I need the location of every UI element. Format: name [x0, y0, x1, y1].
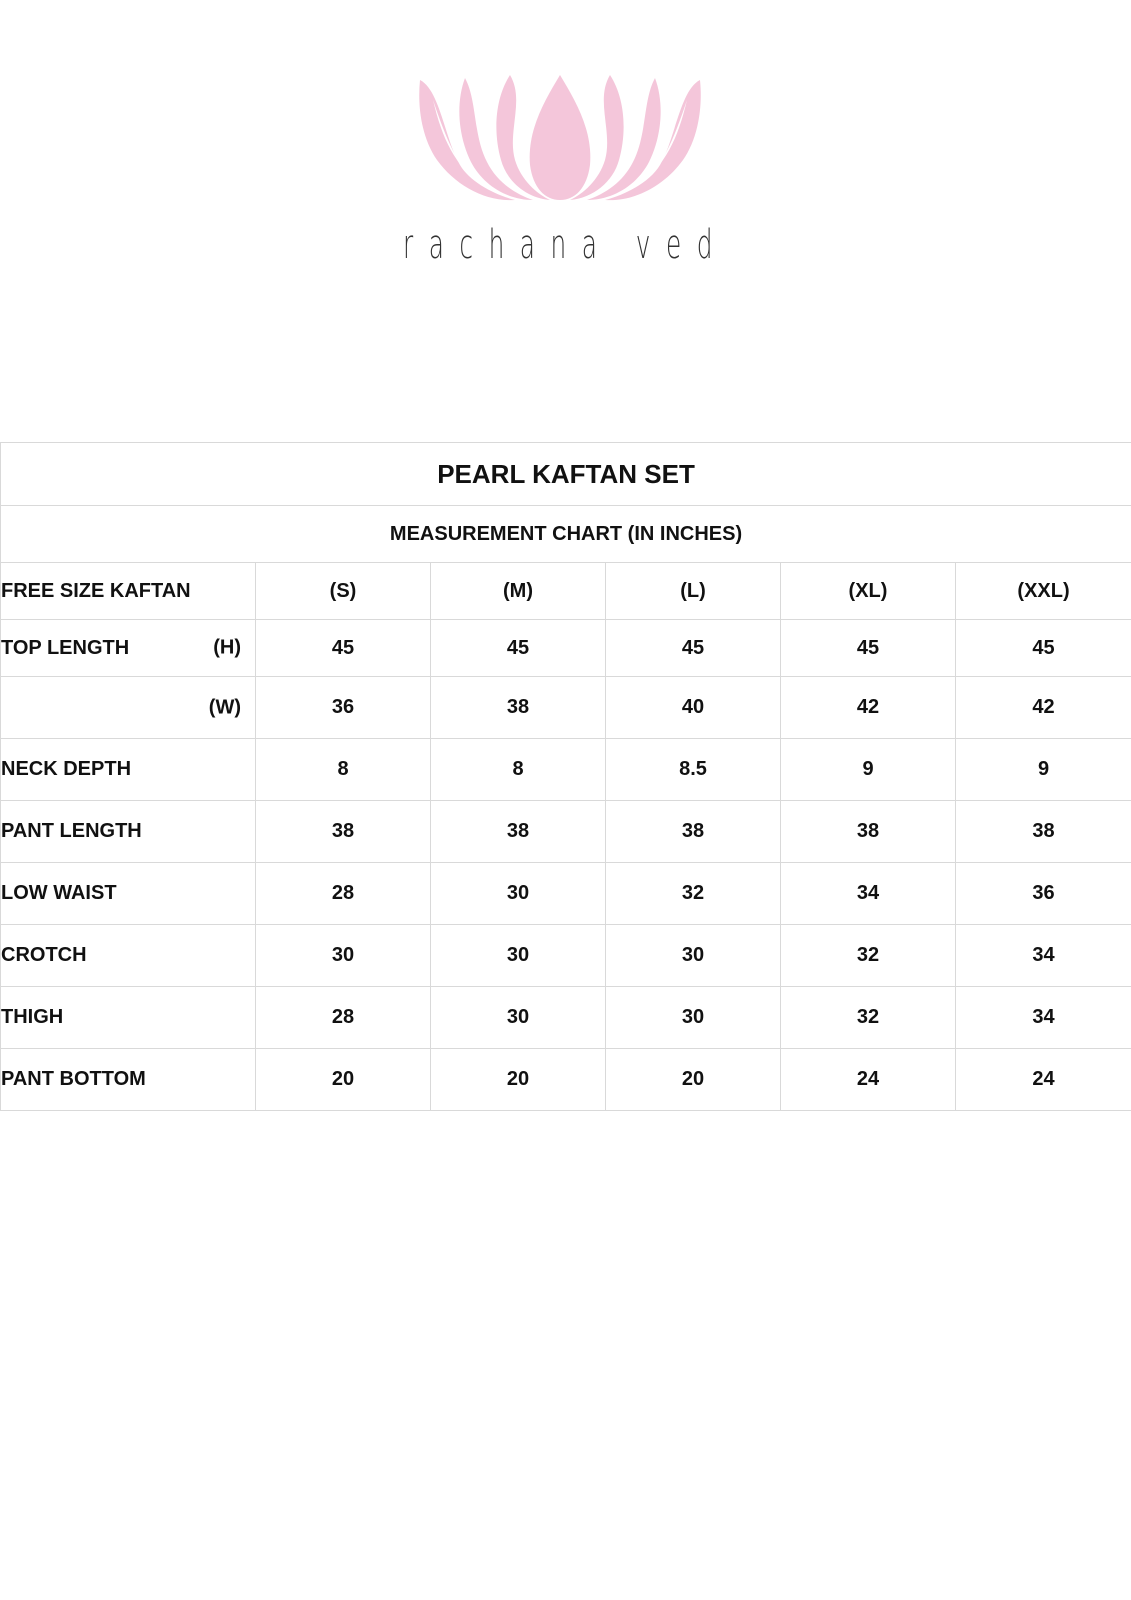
table-cell: 8: [431, 739, 606, 801]
table-cell: 36: [956, 863, 1131, 925]
lotus-icon: [415, 70, 715, 210]
table-cell: 45: [956, 620, 1131, 677]
size-header: (L): [606, 563, 781, 620]
table-cell: 32: [781, 925, 956, 987]
table-row: [1, 677, 1131, 739]
size-header: (XL): [781, 563, 956, 620]
row-label: TOP LENGTH: [1, 636, 130, 659]
row-label: CROTCH: [1, 925, 256, 987]
table-cell: 30: [431, 925, 606, 987]
row-label: PANT LENGTH: [1, 801, 256, 863]
table-cell: 38: [256, 801, 431, 863]
table-cell: 34: [956, 987, 1131, 1049]
table-cell: 30: [256, 925, 431, 987]
table-cell: 40: [606, 677, 781, 739]
table-cell: 30: [431, 863, 606, 925]
table-cell: 38: [431, 801, 606, 863]
size-header: (S): [256, 563, 431, 620]
table-cell: 38: [431, 677, 606, 739]
table-cell: 20: [431, 1049, 606, 1111]
table-cell: 38: [956, 801, 1131, 863]
table-cell: 45: [431, 620, 606, 677]
size-header: (XXL): [956, 563, 1131, 620]
table-cell: 32: [781, 987, 956, 1049]
table-row: [1, 925, 1131, 987]
row-label-cell: [1, 620, 256, 677]
table-cell: 28: [256, 863, 431, 925]
table-cell: 9: [956, 739, 1131, 801]
row-label-cell: [1, 677, 256, 739]
table-cell: 45: [256, 620, 431, 677]
table-cell: 45: [606, 620, 781, 677]
table-cell: 9: [781, 739, 956, 801]
table-cell: 24: [956, 1049, 1131, 1111]
row-label: THIGH: [1, 987, 256, 1049]
table-cell: 20: [256, 1049, 431, 1111]
table-cell: 32: [606, 863, 781, 925]
table-cell: 24: [781, 1049, 956, 1111]
row-sub-label: (H): [213, 636, 241, 659]
table-row: [1, 739, 1131, 801]
table-cell: 42: [781, 677, 956, 739]
table-cell: 34: [781, 863, 956, 925]
table-cell: 45: [781, 620, 956, 677]
table-cell: 36: [256, 677, 431, 739]
table-subtitle: MEASUREMENT CHART (IN INCHES): [1, 506, 1131, 563]
table-cell: 28: [256, 987, 431, 1049]
table-row: [1, 801, 1131, 863]
measurement-table: [0, 442, 1131, 1111]
table-cell: 20: [606, 1049, 781, 1111]
table-cell: 38: [606, 801, 781, 863]
table-cell: 42: [956, 677, 1131, 739]
row-label: LOW WAIST: [1, 863, 256, 925]
size-header-row: [1, 563, 1131, 620]
table-row: [1, 1049, 1131, 1111]
table-cell: 30: [606, 925, 781, 987]
table-row: [1, 987, 1131, 1049]
table-cell: 8: [256, 739, 431, 801]
table-cell: 30: [606, 987, 781, 1049]
table-cell: 8.5: [606, 739, 781, 801]
table-row: [1, 620, 1131, 677]
table-row: [1, 863, 1131, 925]
row-label: PANT BOTTOM: [1, 1049, 256, 1111]
row-sub-label: (W): [208, 696, 241, 718]
brand-name: rachana ved: [403, 222, 728, 268]
table-cell: 30: [431, 987, 606, 1049]
table-cell: 38: [781, 801, 956, 863]
row-label: NECK DEPTH: [1, 739, 256, 801]
brand-logo: [0, 0, 1131, 300]
table-cell: 34: [956, 925, 1131, 987]
header-label: FREE SIZE KAFTAN: [1, 563, 256, 620]
table-title: PEARL KAFTAN SET: [1, 443, 1131, 506]
size-header: (M): [431, 563, 606, 620]
